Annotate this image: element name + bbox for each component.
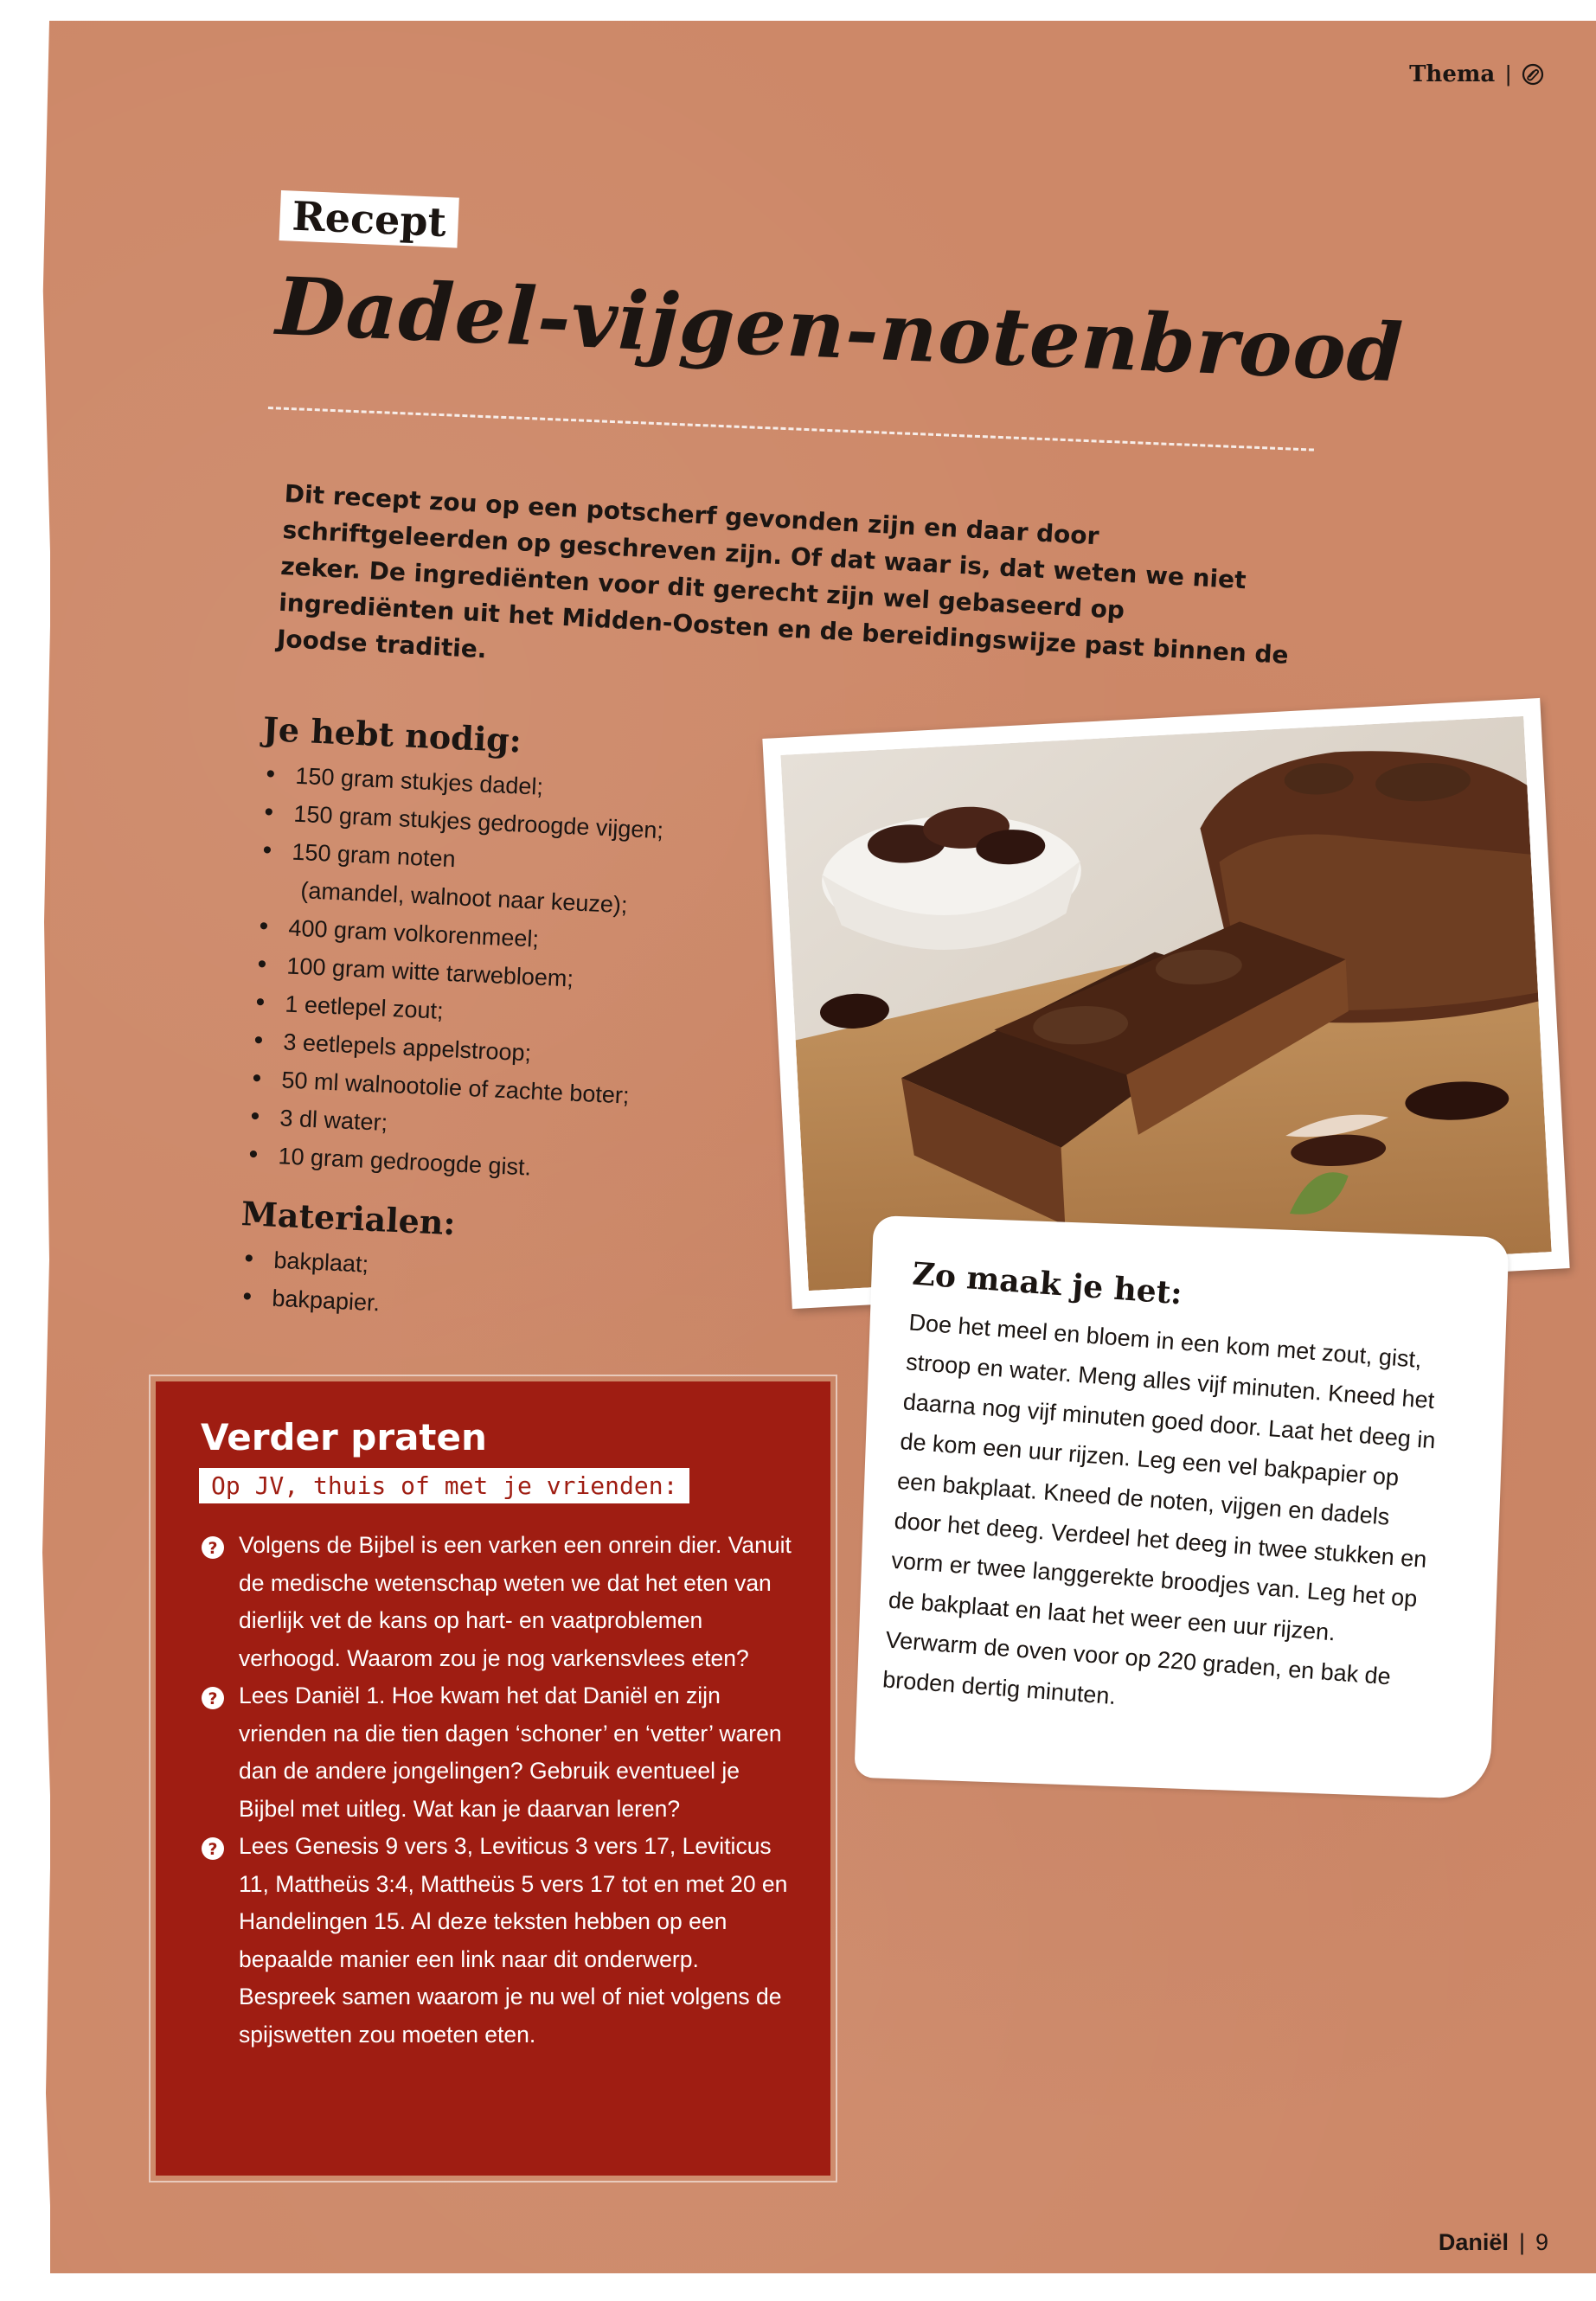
discussion-title: Verder praten [201, 1416, 487, 1458]
ingredients-section [243, 709, 748, 1195]
svg-text:?: ? [208, 1539, 218, 1558]
method-text: Doe het meel en bloem in een kom met zout, gist, stroop en water. Meng alles vijf minuten. Kneed het daarna nog vijf minuten goed door. Laat het deeg in de kom een uur rijzen. Leg een vel bakpapier op een bakplaat. Kneed de noten, vijgen en dadels door het deeg. Verdeel het deeg in twee stukken en vorm er twee langgerekte broodjes van. Leg het op de bakplaat en laat het weer een uur rijzen. Verwarm de oven voor op 220 graden, en bak de broden dertig minuten. [881, 1309, 1437, 1710]
list-item: • bakplaat; [239, 1240, 586, 1293]
method-card [854, 1215, 1509, 1799]
thema-label: Thema [1409, 61, 1496, 87]
method-heading: Zo maak je het: [911, 1255, 1184, 1312]
list-item: • 400 gram volkorenmeel; [253, 907, 739, 967]
header-separator: | [1505, 61, 1511, 87]
list-item: • 150 gram noten [257, 831, 742, 891]
section-header [1409, 61, 1544, 87]
method-content [881, 1256, 1449, 1739]
materials-heading: Materialen: [240, 1194, 457, 1243]
question-text: Lees Daniël 1. Hoe kwam het dat Daniël en zijn vrienden na die tien dagen ‘schoner’ en ‘vetter’ waren dan de andere jongelingen? Gebruik eventueel je Bijbel met uitleg. Wat kan je daarvan leren? [239, 1682, 782, 1822]
materials-section [237, 1194, 588, 1331]
recipe-photo [762, 698, 1569, 1309]
discussion-subtitle: Op JV, thuis of met je vrienden: [199, 1468, 689, 1503]
materials-list [237, 1240, 586, 1331]
list-item: • 150 gram stukjes dadel; [260, 755, 746, 815]
question-text: Lees Genesis 9 vers 3, Leviticus 3 vers 17, Leviticus 11, Mattheüs 3:4, Mattheüs 5 vers 17 tot en met 20 en Handelingen 15. Al deze teksten hebben op een bepaalde manier een link naar dit onderwerp. Bespreek samen waarom je nu wel of niet volgens de spijswetten zou moeten eten. [239, 1833, 788, 2048]
question-icon [201, 1835, 225, 1859]
list-item [201, 1828, 798, 2054]
question-icon [201, 1534, 225, 1558]
list-item: • bakpapier. [237, 1278, 585, 1331]
list-item: • 150 gram stukjes gedroogde vijgen; [259, 793, 744, 853]
list-item: (amandel, walnoot naar keuze); [299, 877, 629, 919]
list-item: • 1 eetlepel zout; [250, 984, 735, 1043]
footer-book-title: Daniël [1438, 2229, 1509, 2255]
list-item: • 10 gram gedroogde gist. [243, 1135, 728, 1195]
list-item: • 3 dl water; [245, 1098, 730, 1157]
question-text: Volgens de Bijbel is een varken een onrein dier. Vanuit de medische wetenschap weten we dat het eten van dierlijk vet de kans op hart- en vaatproblemen verhoogd. Waarom zou je nog varkensvlees eten? [239, 1532, 792, 1671]
recipe-tag: Recept [279, 190, 459, 248]
ingredients-heading: Je hebt nodig: [261, 709, 522, 760]
recipe-title: Dadel-vijgen-notenbrood [274, 259, 1406, 401]
question-icon [201, 1684, 225, 1708]
list-item: • 100 gram witte tarwebloem; [252, 945, 737, 1005]
list-item: • 3 eetlepels appelstroop; [248, 1022, 734, 1081]
recipe-intro: Dit recept zou op een potscherf gevonden zijn en daar door schriftgeleerden op geschreven zijn. Of dat waar is, dat weten we niet zeker. De ingrediënten voor dit gerecht zijn wel gebaseerd op ingrediënten uit het Midden-Oosten en de bereidingswijze past binnen de Joodse traditie. [276, 478, 1290, 670]
paperclip-icon [1522, 63, 1544, 86]
list-item [201, 1527, 798, 1677]
page-footer [1439, 2229, 1548, 2256]
list-item [201, 1677, 798, 1828]
ingredients-list [243, 755, 746, 1195]
page-number: 9 [1535, 2229, 1548, 2255]
discussion-box [156, 1381, 830, 2176]
svg-text:?: ? [208, 1689, 218, 1708]
svg-text:?: ? [208, 1840, 218, 1859]
discussion-questions [201, 1527, 798, 2054]
list-item: • 50 ml walnootolie of zachte boter; [247, 1060, 732, 1119]
bread-photo-image [780, 716, 1551, 1291]
footer-separator: | [1518, 2229, 1525, 2255]
